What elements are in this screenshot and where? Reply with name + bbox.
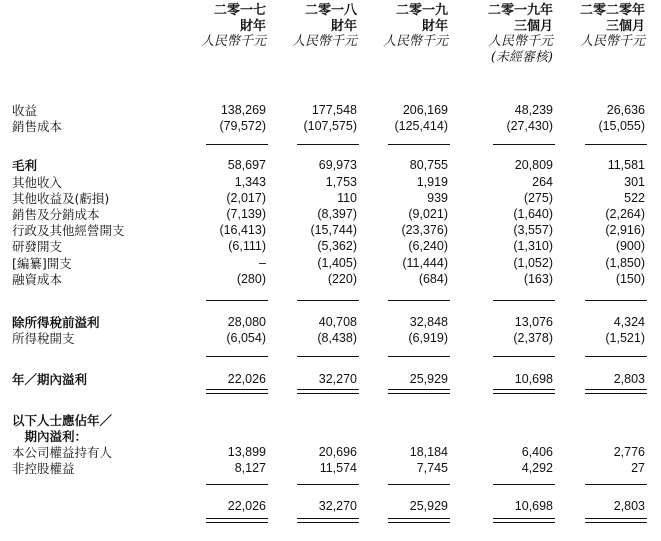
row-label: 收益 — [12, 103, 38, 118]
table-cell: (15,055) — [598, 119, 645, 133]
table-cell: 11,574 — [319, 461, 357, 475]
table-row — [0, 191, 661, 206]
subtotal-rule — [388, 484, 450, 485]
table-cell: 2,803 — [613, 372, 645, 386]
table-cell: 6,406 — [521, 445, 553, 459]
row-label: 融資成本 — [12, 272, 63, 287]
table-row — [0, 445, 661, 460]
total-double-rule — [388, 389, 450, 394]
table-cell: 522 — [624, 191, 645, 205]
table-cell: (125,414) — [394, 119, 448, 133]
row-label: 本公司權益持有人 — [12, 445, 113, 460]
table-cell: 27 — [631, 461, 645, 475]
table-cell: (1,405) — [317, 256, 357, 270]
table-cell: (163) — [523, 272, 553, 286]
table-cell: (27,430) — [506, 119, 553, 133]
subtotal-rule — [493, 356, 555, 357]
table-cell: (280) — [236, 272, 266, 286]
table-cell: (9,021) — [408, 207, 448, 221]
row-label: 以下人士應佔年／ — [12, 413, 113, 428]
row-label: 行政及其他經營開支 — [12, 223, 125, 238]
row-label: 年／期內溢利 — [12, 372, 88, 387]
table-cell: (16,413) — [219, 223, 266, 237]
table-cell: 11,581 — [607, 158, 645, 172]
table-cell: 2,803 — [613, 499, 645, 513]
total-double-rule — [297, 389, 359, 394]
table-row — [0, 372, 661, 387]
header-line2: 財年 — [421, 18, 448, 34]
table-row — [0, 119, 661, 134]
table-cell: (15,744) — [310, 223, 357, 237]
table-row — [0, 223, 661, 238]
table-row — [0, 413, 661, 428]
table-cell: 48,239 — [514, 103, 553, 117]
table-cell: (1,310) — [513, 239, 553, 253]
table-cell: (79,572) — [219, 119, 266, 133]
table-cell: (2,378) — [513, 331, 553, 345]
table-cell: 10,698 — [514, 499, 553, 513]
total-double-rule — [297, 518, 359, 523]
table-cell: (3,557) — [513, 223, 553, 237]
row-label: 期內溢利： — [12, 429, 88, 444]
subtotal-rule — [585, 300, 647, 301]
subtotal-rule — [206, 300, 268, 301]
table-cell: 13,899 — [227, 445, 266, 459]
row-label: 銷售成本 — [12, 119, 63, 134]
table-cell: (275) — [523, 191, 553, 205]
table-cell: (23,376) — [401, 223, 448, 237]
table-cell: – — [259, 256, 266, 270]
table-row — [0, 158, 661, 173]
table-cell: (107,575) — [303, 119, 357, 133]
table-cell: 10,698 — [514, 372, 553, 386]
table-cell: (1,521) — [605, 331, 645, 345]
table-cell: 28,080 — [227, 315, 266, 329]
table-cell: 25,929 — [409, 499, 448, 513]
subtotal-rule — [206, 356, 268, 357]
total-double-rule — [585, 389, 647, 394]
table-cell: 32,270 — [318, 372, 357, 386]
table-row — [0, 256, 661, 271]
table-cell: 69,973 — [318, 158, 357, 172]
table-cell: 20,809 — [514, 158, 553, 172]
header-line4: (未經審核) — [490, 49, 553, 65]
table-cell: (2,916) — [605, 223, 645, 237]
table-cell: 138,269 — [220, 103, 266, 117]
subtotal-rule — [297, 356, 359, 357]
table-cell: (1,052) — [513, 256, 553, 270]
header-line2: 三個月 — [605, 18, 645, 34]
table-cell: 22,026 — [227, 372, 266, 386]
table-row — [0, 103, 661, 118]
header-line1: 二零一九年 — [487, 3, 553, 18]
column-header — [338, 3, 448, 65]
table-cell: (5,362) — [317, 239, 357, 253]
table-cell: (150) — [615, 272, 645, 286]
table-cell: 8,127 — [234, 461, 266, 475]
table-cell: 110 — [337, 191, 357, 205]
subtotal-rule — [206, 144, 268, 145]
column-header — [535, 3, 645, 65]
table-cell: (7,139) — [226, 207, 266, 221]
table-cell: 301 — [624, 175, 645, 189]
table-cell: (900) — [615, 239, 645, 253]
table-cell: 7,745 — [416, 461, 448, 475]
table-cell: (220) — [327, 272, 357, 286]
table-cell: 2,776 — [613, 445, 645, 459]
table-cell: (2,017) — [226, 191, 266, 205]
row-label: 研發開支 — [12, 239, 63, 254]
table-cell: 206,169 — [402, 103, 448, 117]
header-line3: 人民幣千元 — [579, 34, 645, 49]
header-line1: 二零一七 — [213, 3, 266, 18]
table-row — [0, 331, 661, 346]
table-cell: (1,850) — [605, 256, 645, 270]
table-cell: (6,111) — [228, 239, 266, 253]
subtotal-rule — [206, 484, 268, 485]
table-cell: 264 — [532, 175, 553, 189]
header-line1: 二零一八 — [304, 3, 357, 18]
header-line2: 財年 — [239, 18, 266, 34]
header-line4 — [535, 50, 645, 66]
subtotal-rule — [388, 300, 450, 301]
table-cell: 18,184 — [409, 445, 448, 459]
total-double-rule — [585, 518, 647, 523]
header-line3: 人民幣千元 — [487, 34, 553, 49]
table-row — [0, 461, 661, 476]
subtotal-rule — [493, 144, 555, 145]
row-label: 其他收入 — [12, 175, 63, 190]
subtotal-rule — [585, 484, 647, 485]
table-cell: 32,848 — [409, 315, 448, 329]
table-cell: 26,636 — [606, 103, 645, 117]
subtotal-rule — [388, 356, 450, 357]
table-cell: 20,696 — [318, 445, 357, 459]
total-double-rule — [493, 389, 555, 394]
table-cell: 13,076 — [514, 315, 553, 329]
subtotal-rule — [297, 144, 359, 145]
table-cell: (684) — [418, 272, 448, 286]
subtotal-rule — [297, 300, 359, 301]
table-cell: 177,548 — [311, 103, 357, 117]
subtotal-rule — [585, 356, 647, 357]
table-cell: 1,753 — [325, 175, 357, 189]
table-cell: 4,292 — [521, 461, 553, 475]
table-cell: 25,929 — [409, 372, 448, 386]
table-row — [0, 315, 661, 330]
header-line3: 人民幣千元 — [200, 34, 266, 49]
subtotal-rule — [388, 144, 450, 145]
row-label: 其他收益及(虧損) — [12, 191, 110, 206]
row-label: 銷售及分銷成本 — [12, 207, 100, 222]
row-label: 非控股權益 — [12, 461, 75, 476]
subtotal-rule — [493, 300, 555, 301]
total-double-rule — [388, 518, 450, 523]
table-cell: 58,697 — [227, 158, 266, 172]
table-row — [0, 272, 661, 287]
table-cell: 32,270 — [318, 499, 357, 513]
header-line1: 二零一九 — [395, 3, 448, 18]
subtotal-rule — [297, 484, 359, 485]
table-cell: (11,444) — [402, 256, 448, 270]
total-double-rule — [493, 518, 555, 523]
header-line1: 二零二零年 — [579, 3, 645, 18]
table-cell: (8,438) — [317, 331, 357, 345]
table-cell: (8,397) — [317, 207, 357, 221]
table-row — [0, 175, 661, 190]
header-line3: 人民幣千元 — [382, 34, 448, 49]
header-line3: 人民幣千元 — [291, 34, 357, 49]
total-double-rule — [206, 389, 268, 394]
table-cell: 1,343 — [234, 175, 266, 189]
table-cell: 40,708 — [318, 315, 357, 329]
row-label: [編纂]開支 — [12, 256, 72, 271]
table-row — [0, 429, 661, 444]
subtotal-rule — [493, 484, 555, 485]
row-label: 除所得稅前溢利 — [12, 315, 100, 330]
subtotal-rule — [585, 144, 647, 145]
table-row — [0, 499, 661, 514]
table-cell: 22,026 — [227, 499, 266, 513]
table-row — [0, 207, 661, 222]
row-label: 所得稅開支 — [12, 331, 75, 346]
table-cell: (2,264) — [605, 207, 645, 221]
header-line2: 三個月 — [513, 18, 553, 34]
total-double-rule — [206, 518, 268, 523]
table-cell: (6,240) — [408, 239, 448, 253]
table-cell: (6,054) — [226, 331, 266, 345]
table-cell: 80,755 — [409, 158, 448, 172]
table-cell: 4,324 — [613, 315, 645, 329]
row-label: 毛利 — [12, 158, 38, 173]
header-line4 — [338, 50, 448, 66]
table-row — [0, 239, 661, 254]
table-cell: 1,919 — [416, 175, 448, 189]
table-cell: 939 — [427, 191, 448, 205]
table-cell: (1,640) — [513, 207, 553, 221]
header-line2: 財年 — [330, 18, 357, 34]
table-cell: (6,919) — [408, 331, 448, 345]
